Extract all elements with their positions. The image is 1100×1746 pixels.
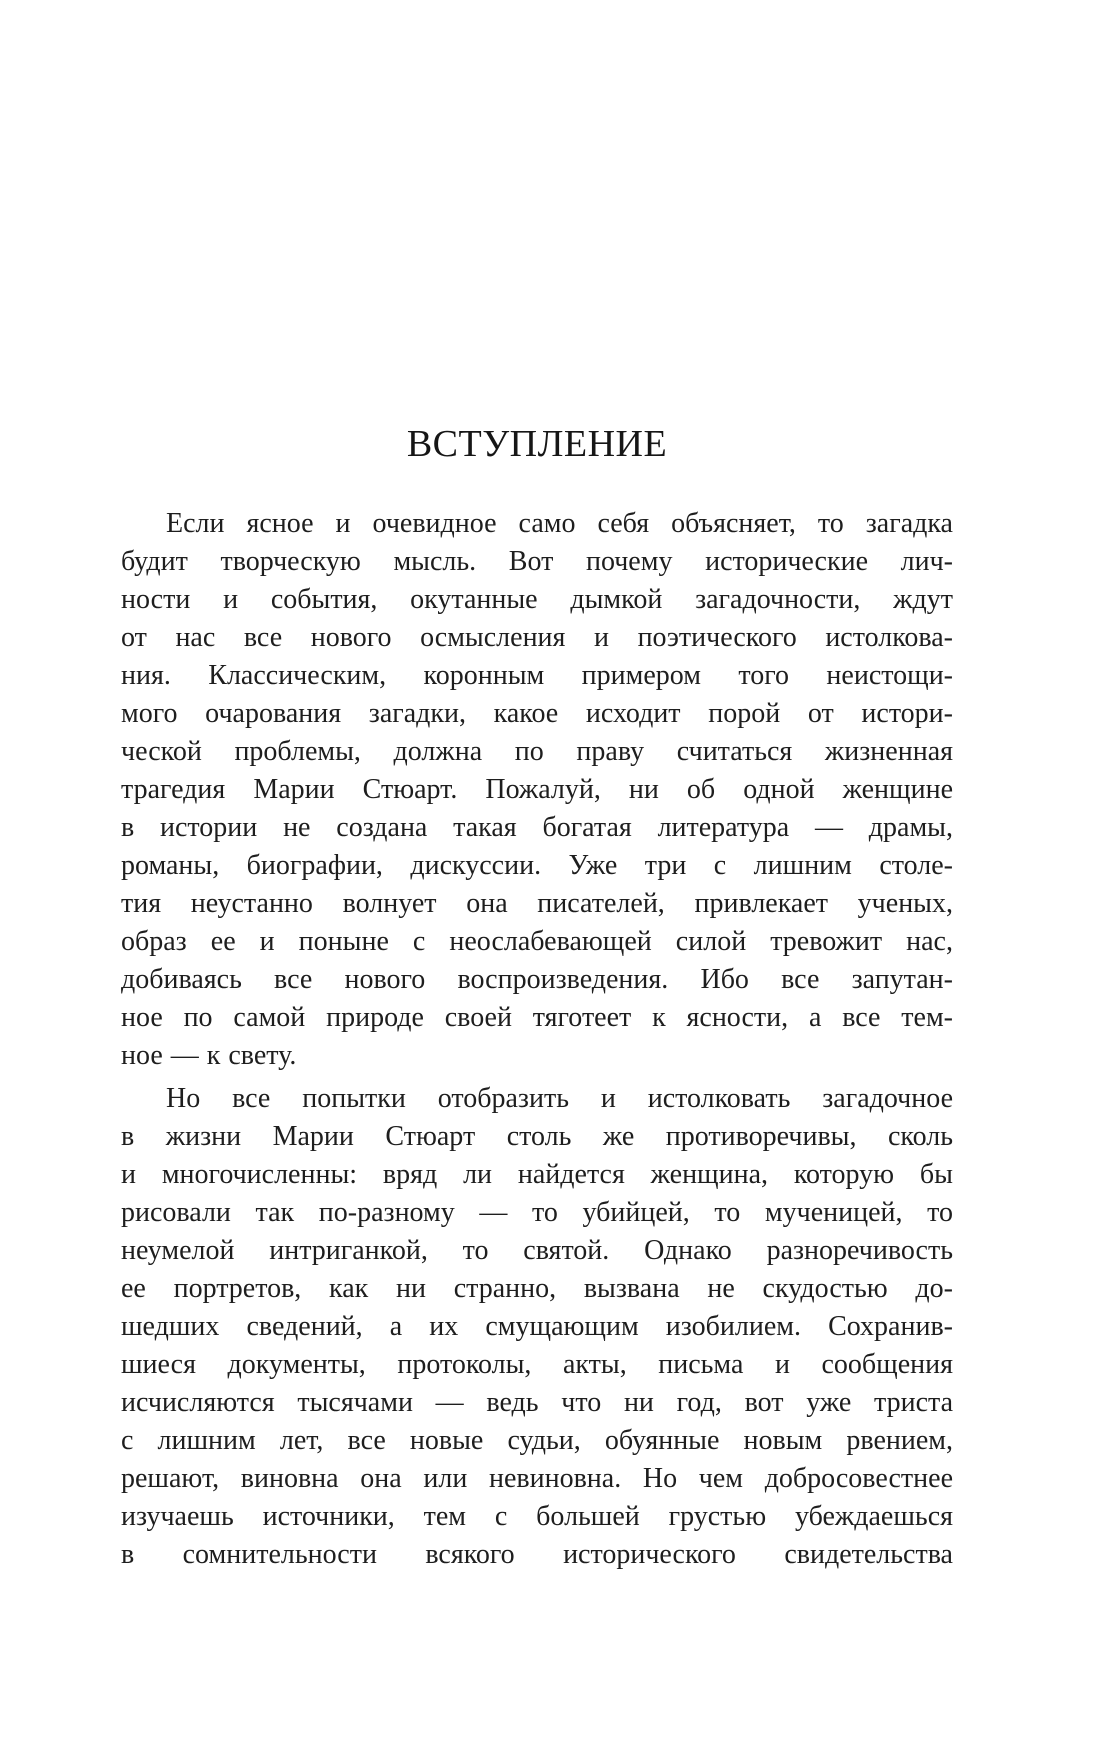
text-line: неумелой интриганкой, то святой. Однако разноречивость xyxy=(121,1235,953,1266)
text-line: ческой проблемы, должна по праву считаться жизненная xyxy=(121,736,953,767)
paragraph xyxy=(121,505,953,1075)
text-line: изучаешь источники, тем с большей грустью убеждаешься xyxy=(121,1501,953,1532)
paragraph xyxy=(121,1080,953,1574)
text-line: романы, биографии, дискуссии. Уже три с лишним столе- xyxy=(121,850,953,881)
text-line: решают, виновна она или невиновна. Но чем добросовестнее xyxy=(121,1463,953,1494)
text-line: добиваясь все нового воспроизведения. Ибо все запутан- xyxy=(121,964,953,995)
text-block xyxy=(121,421,953,1574)
text-line: трагедия Марии Стюарт. Пожалуй, ни об одной женщине xyxy=(121,774,953,805)
text-line: и многочисленны: вряд ли найдется женщина, которую бы xyxy=(121,1159,953,1190)
text-line: ности и события, окутанные дымкой загадочности, ждут xyxy=(121,584,953,615)
text-line: Если ясное и очевидное само себя объясняет, то загадка xyxy=(166,508,953,539)
chapter-title: ВСТУПЛЕНИЕ xyxy=(406,423,668,465)
text-line: ния. Классическим, коронным примером того неистощи- xyxy=(121,660,953,691)
text-line: с лишним лет, все новые судьи, обуянные новым рвением, xyxy=(121,1425,953,1456)
text-line: исчисляются тысячами — ведь что ни год, вот уже триста xyxy=(121,1387,953,1418)
text-line: мого очарования загадки, какое исходит порой от истори- xyxy=(121,698,953,729)
paragraphs xyxy=(121,505,953,1574)
text-line: ное — к свету. xyxy=(121,1040,297,1071)
text-line: в сомнительности всякого исторического свидетельства xyxy=(121,1539,953,1570)
text-line: Но все попытки отобразить и истолковать загадочное xyxy=(166,1083,953,1114)
text-line: в истории не создана такая богатая литература — драмы, xyxy=(121,812,953,843)
text-line: будит творческую мысль. Вот почему исторические лич- xyxy=(121,546,953,577)
text-line: шиеся документы, протоколы, акты, письма и сообщения xyxy=(121,1349,953,1380)
text-line: в жизни Марии Стюарт столь же противоречивы, сколь xyxy=(121,1121,953,1152)
text-line: от нас все нового осмысления и поэтического истолкова- xyxy=(121,622,953,653)
text-line: рисовали так по-разному — то убийцей, то мученицей, то xyxy=(121,1197,953,1228)
text-line: шедших сведений, а их смущающим изобилием. Сохранив- xyxy=(121,1311,953,1342)
text-line: тия неустанно волнует она писателей, привлекает ученых, xyxy=(121,888,953,919)
text-line: образ ее и поныне с неослабевающей силой тревожит нас, xyxy=(121,926,953,957)
text-line: ное по самой природе своей тяготеет к ясности, а все тем- xyxy=(121,1002,953,1033)
text-line: ее портретов, как ни странно, вызвана не скудостью до- xyxy=(121,1273,953,1304)
